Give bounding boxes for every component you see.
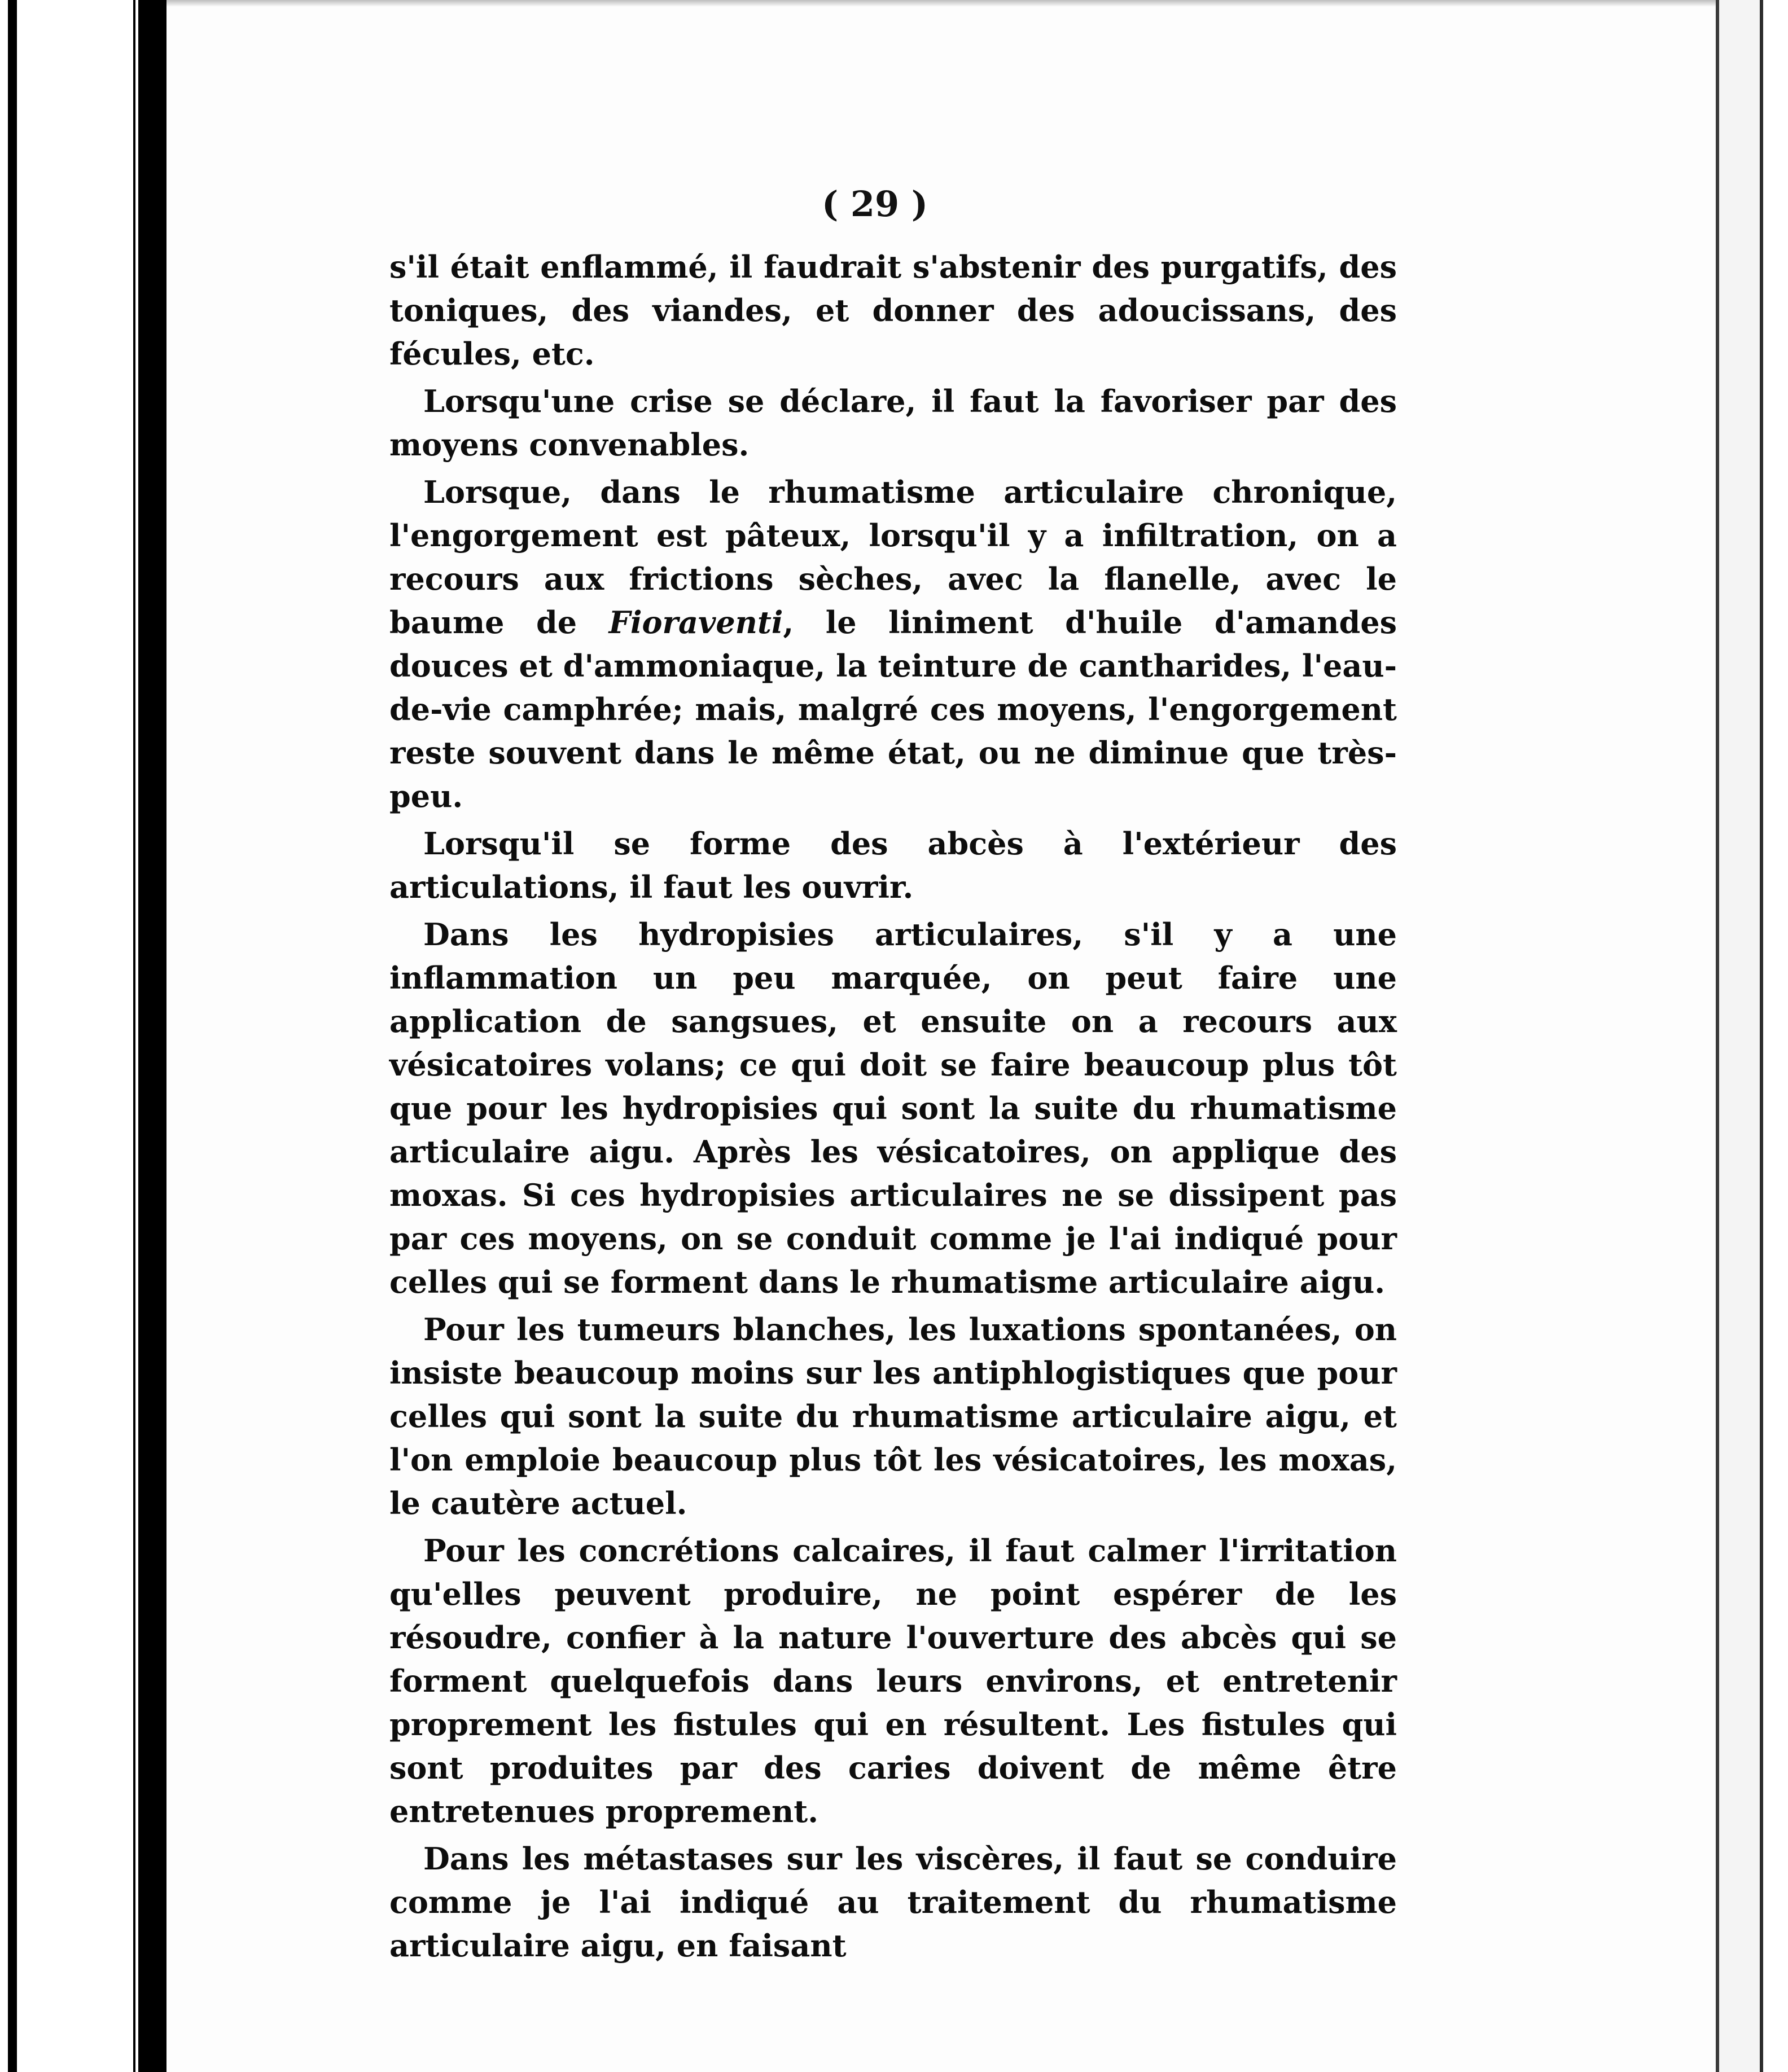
paragraph: Pour les concrétions calcaires, il faut calmer l'irritation qu'elles peuvent produire, ne point espérer de les résoudre, confier à la nature l'ouverture des abcès qui se forment quelquefois dans leurs environs, et entretenir proprement les fistules qui en résultent. Les fistules qui sont produites par des caries doivent de même être entretenues proprement. [389, 1533, 1397, 1829]
paragraph: Lorsqu'il se forme des abcès à l'extérieur des articulations, il faut les ouvrir. [389, 826, 1397, 905]
scan-right-margin [1763, 0, 1788, 2072]
paragraph: Lorsque, dans le rhumatisme articulaire chronique, l'engorgement est pâteux, lorsqu'il y a infiltration, on a recours aux frictions sèches, avec la flanelle, avec le baume de Fioraventi, le liniment d'huile d'amandes douces et d'ammoniaque, la teinture de cantharides, l'eau-de-vie camphrée; mais, malgré ces moyens, l'engorgement reste souvent dans le même état, ou ne diminue que très-peu. [389, 474, 1397, 814]
scan-border-line [133, 0, 135, 2072]
page-underlay [1719, 0, 1760, 2072]
body-text [389, 245, 1397, 1972]
paragraph: Dans les hydropisies articulaires, s'il y a une inflammation un peu marquée, on peut faire une application de sangsues, et ensuite on a recours aux vésicatoires volans; ce qui doit se faire beaucoup plus tôt que pour les hydropisies qui sont la suite du rhumatisme articulaire aigu. Après les vésicatoires, on applique des moxas. Si ces hydropisies articulaires ne se dissipent pas par ces moyens, on se conduit comme je l'ai indiqué pour celles qui se forment dans le rhumatisme articulaire aigu. [389, 916, 1397, 1300]
paragraph: Pour les tumeurs blanches, les luxations spontanées, on insiste beaucoup moins sur les antiphlogistiques que pour celles qui sont la suite du rhumatisme articulaire aigu, et l'on emploie beaucoup plus tôt les vésicatoires, les moxas, le cautère actuel. [389, 1311, 1397, 1521]
paragraph: Dans les métastases sur les viscères, il faut se conduire comme je l'ai indiqué au traitement du rhumatisme articulaire aigu, en faisant [389, 1841, 1397, 1964]
page-number: ( 29 ) [821, 183, 928, 225]
book-spine-shadow [138, 0, 166, 2072]
page-top-edge [166, 0, 1716, 7]
paragraph: s'il était enflammé, il faudrait s'abstenir des purgatifs, des toniques, des viandes, et donner des adoucissans, des fécules, etc. [389, 249, 1397, 372]
paragraph: Lorsqu'une crise se déclare, il faut la favoriser par des moyens convenables. [389, 383, 1397, 463]
italic-name: Fioraventi [608, 604, 783, 640]
scan-border-line [8, 0, 17, 2072]
